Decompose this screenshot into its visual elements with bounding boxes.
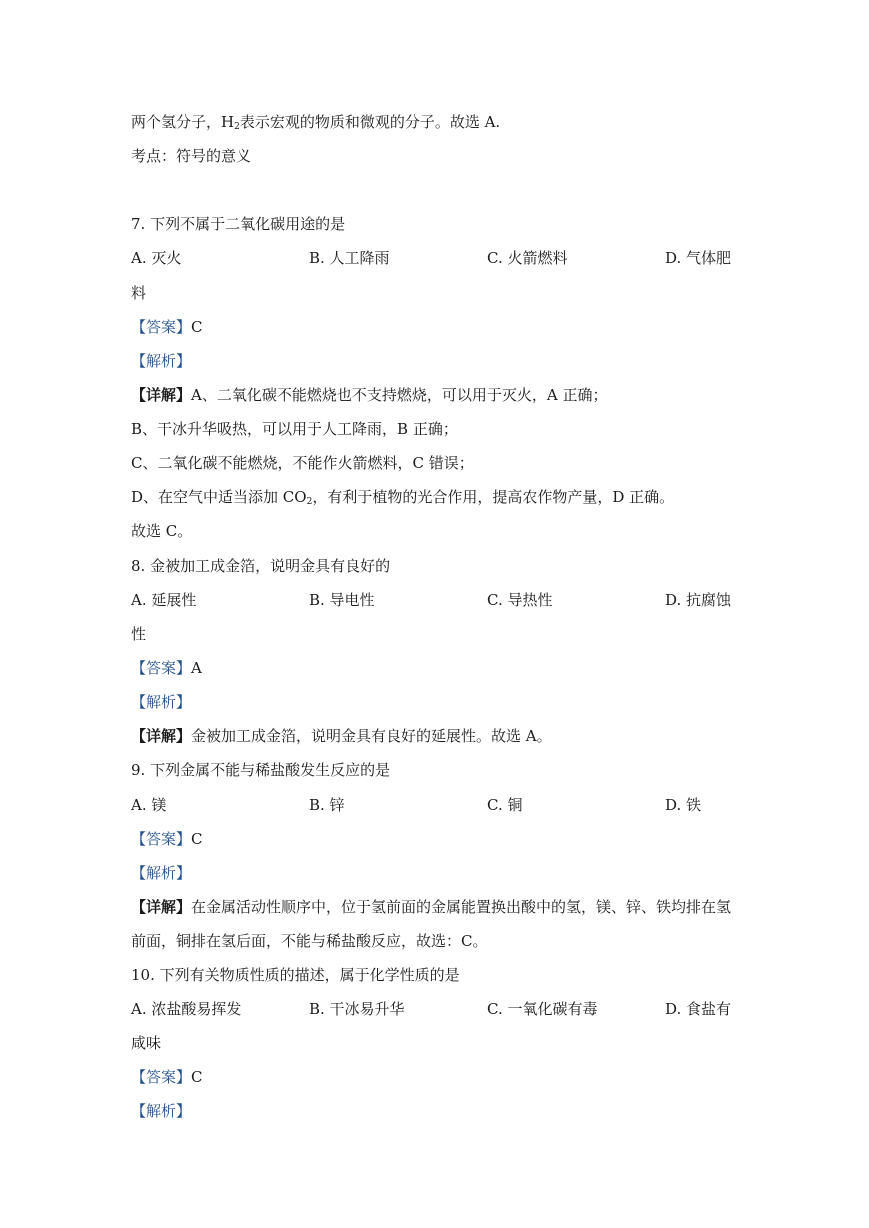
answer-tag: 【答案】: [131, 659, 192, 677]
answer-tag: 【答案】: [131, 1068, 192, 1086]
q8-option-d: D. 抗腐蚀: [665, 591, 732, 609]
q7-option-d: D. 气体肥: [665, 249, 732, 267]
prev-topic: 考点：符号的意义: [131, 147, 252, 165]
detail-text: 金被加工成金箔，说明金具有良好的延展性。故选 A。: [191, 727, 552, 745]
q9-question: 9. 下列金属不能与稀盐酸发生反应的是: [131, 761, 391, 779]
q7-conclusion: 故选 C。: [131, 522, 193, 540]
prev-text-b: 表示宏观的物质和微观的分子。故选 A.: [239, 113, 501, 131]
q7-answer: [131, 317, 203, 337]
q9-option-c: C. 铜: [487, 796, 523, 814]
q10-question: 10. 下列有关物质性质的描述，属于化学性质的是: [131, 966, 460, 984]
q9-option-a: A. 镁: [131, 796, 167, 814]
q7-option-wrap: 料: [131, 284, 147, 302]
detail-tag: 【详解】: [131, 898, 192, 916]
q8-analysis-tag: 【解析】: [131, 693, 192, 711]
detail-tag: 【详解】: [131, 386, 192, 404]
q10-analysis-tag: 【解析】: [131, 1102, 192, 1120]
q9-option-d: D. 铁: [665, 796, 702, 814]
q9-analysis-tag: 【解析】: [131, 864, 192, 882]
q8-option-wrap: 性: [131, 625, 147, 643]
answer-value: A: [191, 659, 202, 677]
q9-detail-1: [131, 897, 731, 917]
detail-subscript: 2: [306, 497, 313, 507]
q7-option-b: B. 人工降雨: [309, 249, 390, 267]
q9-answer: [131, 829, 203, 849]
q8-option-a: A. 延展性: [131, 591, 197, 609]
detail-text: A、二氧化碳不能燃烧也不支持燃烧，可以用于灭火，A 正确；: [191, 386, 608, 404]
q7-detail-2: B、干冰升华吸热，可以用于人工降雨，B 正确；: [131, 420, 458, 438]
detail-text: 在金属活动性顺序中，位于氢前面的金属能置换出酸中的氢，镁、锌、铁均排在氢: [191, 898, 732, 916]
q8-option-b: B. 导电性: [309, 591, 375, 609]
q9-detail-2: 前面，铜排在氢后面，不能与稀盐酸反应，故选：C。: [131, 932, 488, 950]
q10-option-c: C. 一氧化碳有毒: [487, 1000, 598, 1018]
q8-answer: [131, 658, 202, 678]
detail-tag: 【详解】: [131, 727, 192, 745]
q7-option-c: C. 火箭燃料: [487, 249, 568, 267]
q7-detail-4: [131, 487, 674, 512]
q10-option-wrap: 咸味: [131, 1034, 162, 1052]
detail-text-a: D、在空气中适当添加 CO: [131, 488, 307, 506]
answer-value: C: [191, 830, 203, 848]
q8-detail-1: [131, 726, 552, 746]
detail-text-b: ，有利于植物的光合作用，提高农作物产量，D 正确。: [312, 488, 675, 506]
q7-analysis-tag: 【解析】: [131, 352, 192, 370]
q7-detail-3: C、二氧化碳不能燃烧，不能作火箭燃料，C 错误；: [131, 454, 474, 472]
prev-subscript: 2: [234, 122, 240, 132]
q7-option-a: A. 灭火: [131, 249, 182, 267]
prev-explanation: [131, 112, 500, 137]
answer-value: C: [191, 1068, 203, 1086]
q8-option-c: C. 导热性: [487, 591, 553, 609]
q9-option-b: B. 锌: [309, 796, 345, 814]
q7-detail-1: [131, 385, 607, 405]
q10-option-d: D. 食盐有: [665, 1000, 732, 1018]
answer-tag: 【答案】: [131, 318, 192, 336]
q10-answer: [131, 1067, 203, 1087]
q7-question: 7. 下列不属于二氧化碳用途的是: [131, 215, 346, 233]
answer-value: C: [191, 318, 203, 336]
q10-option-b: B. 干冰易升华: [309, 1000, 405, 1018]
prev-text-a: 两个氢分子，H: [131, 113, 235, 131]
q10-option-a: A. 浓盐酸易挥发: [131, 1000, 242, 1018]
q8-question: 8. 金被加工成金箔，说明金具有良好的: [131, 557, 391, 575]
answer-tag: 【答案】: [131, 830, 192, 848]
